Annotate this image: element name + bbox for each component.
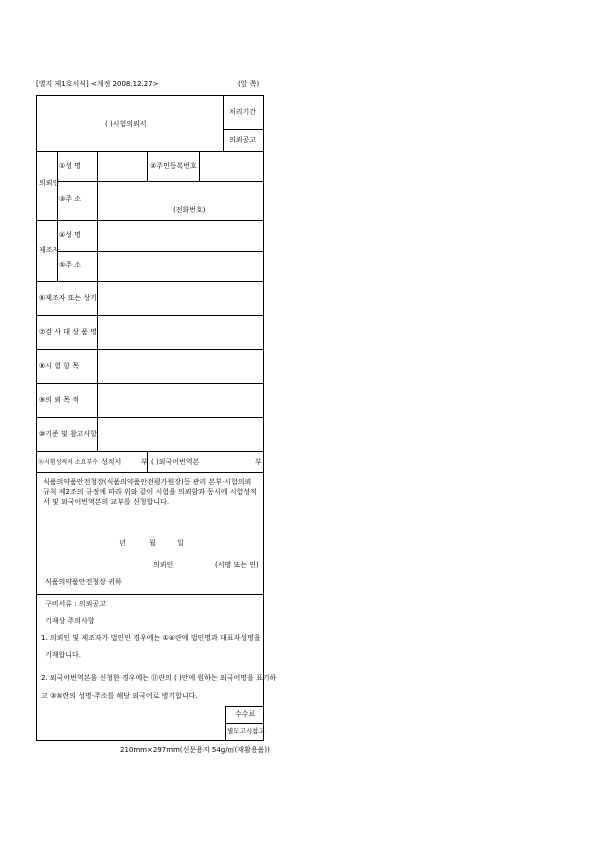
instruction-1b: 기재합니다.	[45, 651, 82, 659]
copies-kr-label: 성적서	[101, 458, 122, 466]
page-side-label: (앞 쪽)	[238, 80, 260, 88]
date-year: 년	[119, 539, 126, 547]
purpose-label: ⑨의 뢰 목 적	[39, 396, 79, 404]
form-number: [별지 제1호서식] <개정 2008.12.27>	[36, 80, 159, 88]
application-form	[36, 95, 277, 741]
client-phone-label: (전화번호)	[173, 206, 206, 214]
required-docs: 구비서류 : 의뢰공고	[45, 600, 106, 608]
instruction-2a: 2. 외국어번역본을 신청한 경우에는 ⑪란의 ( )안에 원하는 외국어명을 표기하	[41, 674, 277, 682]
notes-label: ⑩기준 및 참고사항	[39, 430, 98, 438]
fee-value: 별도고시참고	[227, 727, 265, 735]
model-label: ⑥제조자 또는 상기	[39, 294, 98, 302]
declaration-text: 식품의약품안전청장(식품의약품안전평가원장)등 관리 본부·시험의뢰규칙 제2조의 규정에 따라 위와 같이 시험을 의뢰함과 동시에 시험성적서 및 외국어번역본의 교부를 신청합니다.	[43, 478, 257, 506]
instructions-heading: 기재상 주의사항	[45, 617, 95, 625]
instruction-2b: 고 ③⑤란의 성명·주소를 해당 외국어로 병기합니다.	[41, 692, 198, 700]
processing-period-label: 처리기간	[229, 108, 257, 116]
client-reg-label: ②주민등록번호	[150, 162, 197, 170]
form-title: ( )시험의뢰서	[105, 120, 147, 128]
copies-foreign-label: ( )외국어번역본	[151, 458, 200, 466]
test-item-label: ⑧시 험 항 목	[39, 362, 79, 370]
signature-note: (서명 또는 인)	[215, 561, 259, 569]
date-day: 일	[177, 539, 184, 547]
copies-foreign-unit: 부	[255, 458, 262, 466]
copies-label: ⑪시험성적서 소요부수	[38, 459, 99, 466]
product-name-label: ⑦검 사 대 상 품 명	[39, 328, 97, 336]
date-month: 월	[149, 539, 156, 547]
recipient: 식품의약품안전청장 귀하	[45, 578, 122, 586]
maker-name-label: ④성 명	[59, 231, 82, 239]
processing-period-value: 의뢰공고	[229, 136, 257, 144]
signer-label: 의뢰인	[153, 561, 174, 569]
maker-group-label: 제조자	[39, 246, 60, 254]
fee-label: 수수료	[235, 710, 256, 718]
instruction-1a: 1. 의뢰인 및 제조자가 법인인 경우에는 ①④란에 법인명과 대표자성명을	[41, 634, 261, 642]
client-name-label: ①성 명	[59, 162, 82, 170]
copies-kr-unit: 부	[141, 458, 148, 466]
client-group-label: 의뢰인	[39, 179, 60, 187]
paper-spec: 210mm×297mm(신문용지 54g/㎡(재활용품))	[120, 746, 270, 754]
client-address-label: ③주 소	[59, 195, 82, 203]
maker-address-label: ⑤주 소	[59, 261, 82, 269]
